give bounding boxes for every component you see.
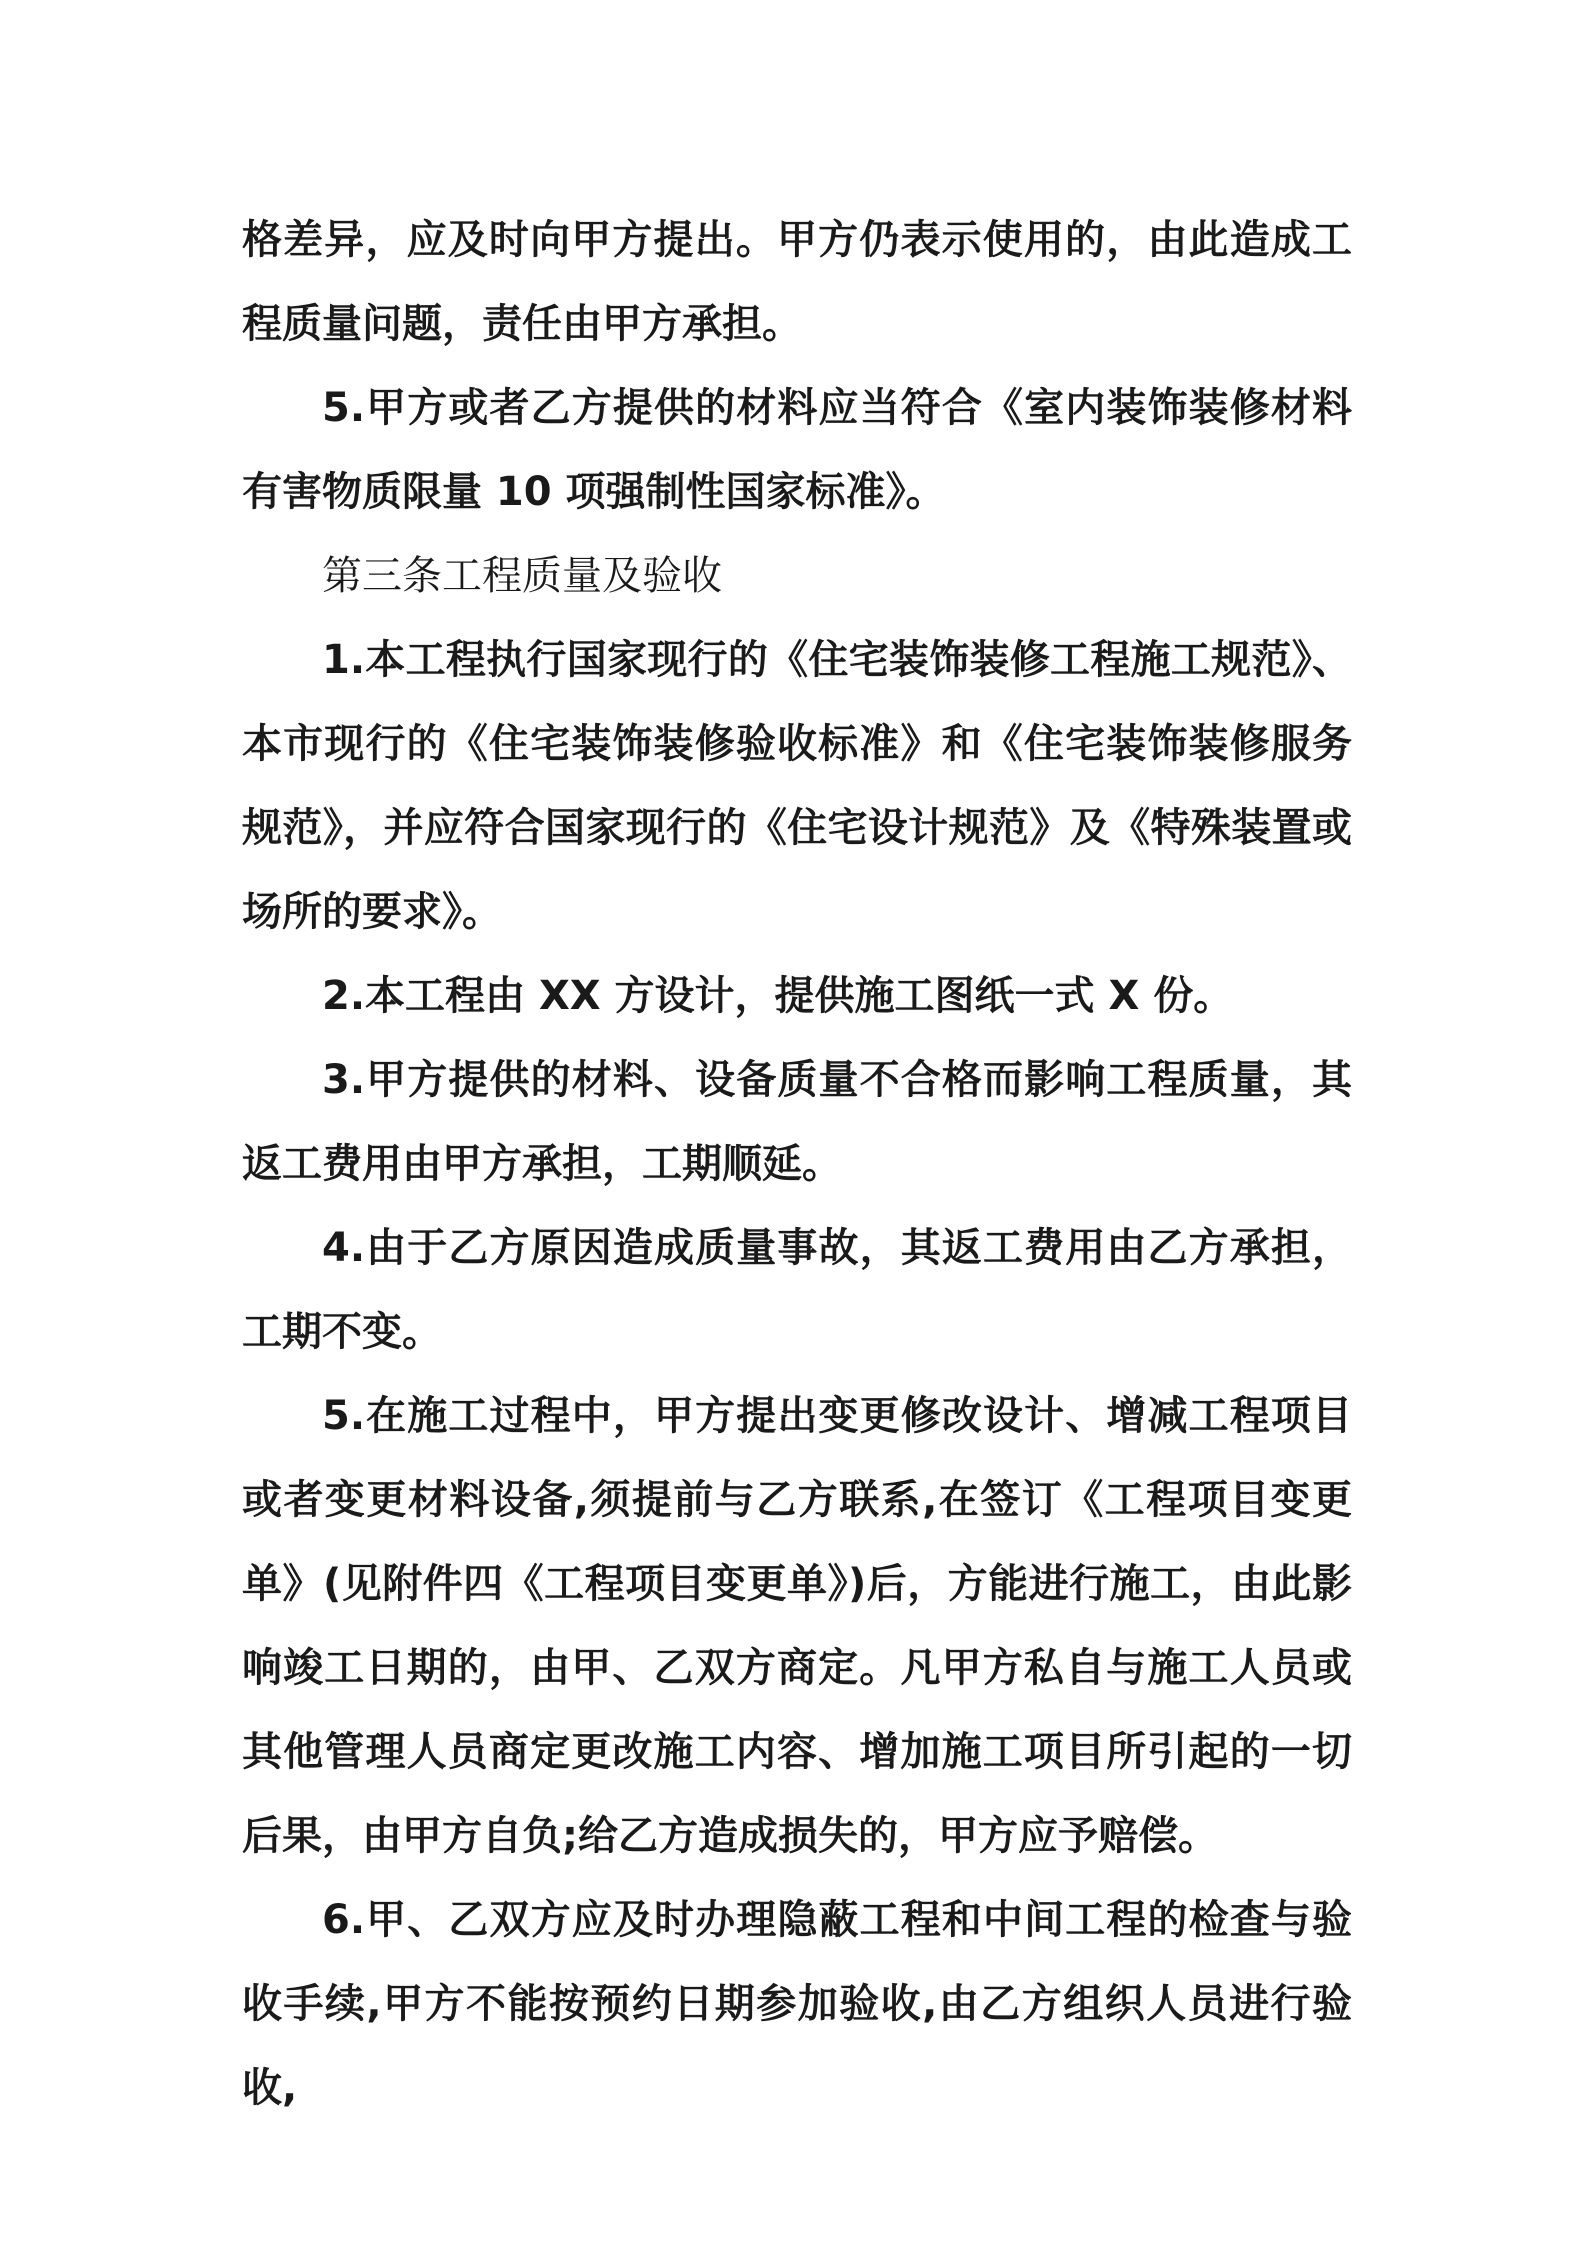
paragraph-article3-item3: 3.甲方提供的材料、设备质量不合格而影响工程质量，其返工费用由甲方承担，工期顺延。: [242, 1057, 1352, 1187]
paragraph-article3-item4: 4.由于乙方原因造成质量事故，其返工费用由乙方承担，工期不变。: [242, 1225, 1352, 1355]
paragraph-article3-item5: 5.在施工过程中，甲方提出变更修改设计、增减工程项目或者变更材料设备,须提前与乙方联系,在签订《工程项目变更单》(见附件四《工程项目变更单》)后，方能进行施工，由此影响竣工日期的，由甲、乙双方商定。凡甲方私自与施工人员或其他管理人员商定更改施工内容、增加施工项目所引起的一切后果，由甲方自负;给乙方造成损失的，甲方应予赔偿。: [242, 1393, 1352, 1859]
paragraph-article3-item6: 6.甲、乙双方应及时办理隐蔽工程和中间工程的检查与验收手续,甲方不能按预约日期参加验收,由乙方组织人员进行验收,: [242, 1897, 1352, 2111]
paragraph-article3-item2: 2.本工程由 XX 方设计，提供施工图纸一式 X 份。: [322, 973, 1234, 1019]
document-page: [242, 198, 1352, 2130]
paragraph-article2-item5: 5.甲方或者乙方提供的材料应当符合《室内装饰装修材料有害物质限量 10 项强制性国家标准》。: [242, 385, 1352, 515]
paragraph-continuation: 格差异，应及时向甲方提出。甲方仍表示使用的，由此造成工程质量问题，责任由甲方承担。: [242, 217, 1352, 347]
section-heading-article3: 第三条工程质量及验收: [322, 553, 722, 599]
paragraph-article3-item1: 1.本工程执行国家现行的《住宅装饰装修工程施工规范》、本市现行的《住宅装饰装修验收标准》和《住宅装饰装修服务规范》，并应符合国家现行的《住宅设计规范》及《特殊装置或场所的要求》。: [242, 637, 1352, 935]
